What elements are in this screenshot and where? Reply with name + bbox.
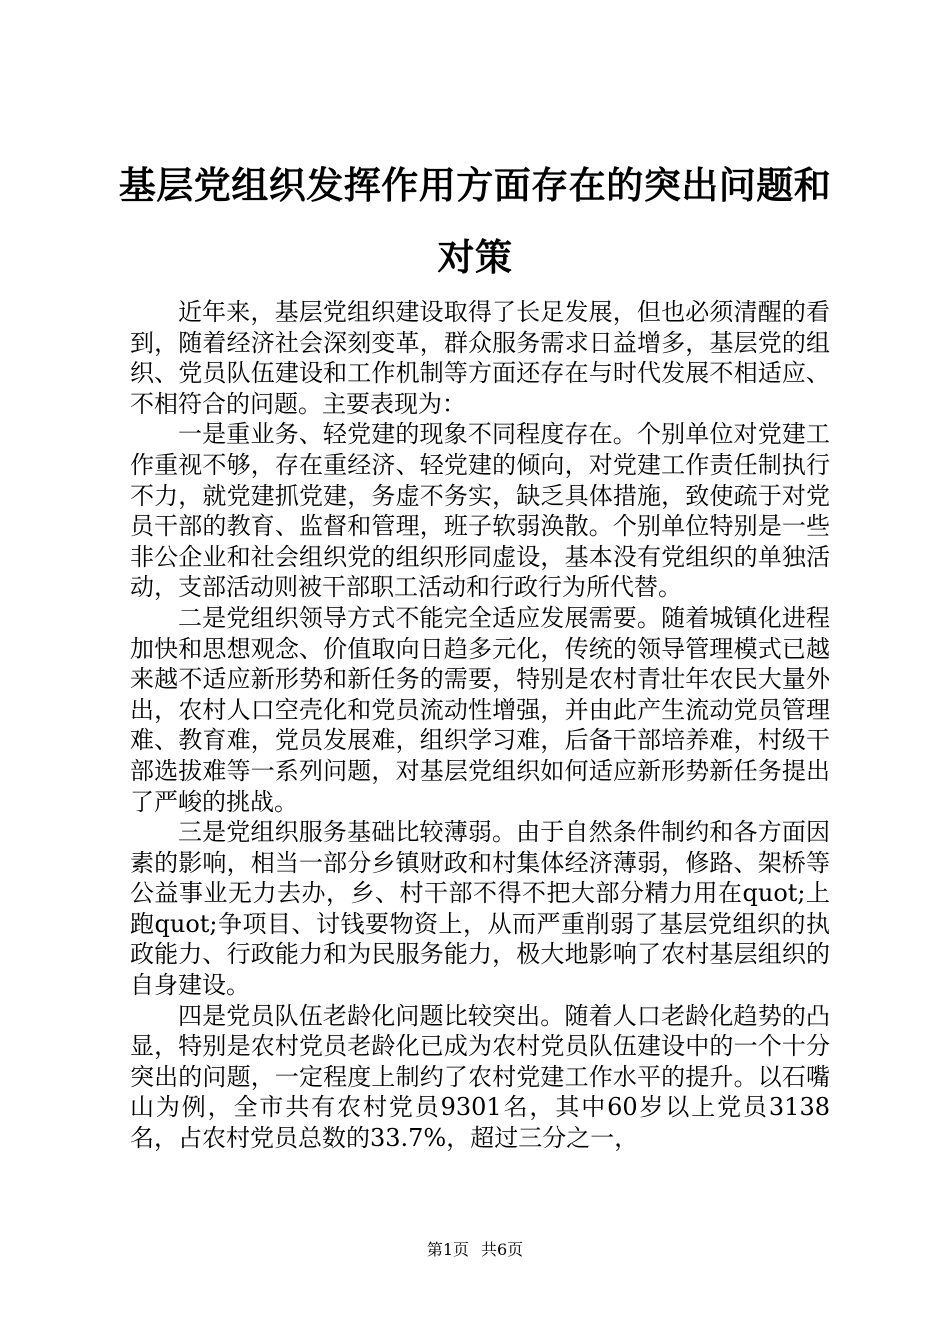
page-total: 共6页 [481,1240,524,1259]
paragraph-issue-3: 三是党组织服务基础比较薄弱。由于自然条件制约和各方面因素的影响，相当一部分乡镇财政和村集体经济薄弱，修路、架桥等公益事业无力去办，乡、村干部不得不把大部分精力用在quot;上跑quot;争项目、讨钱要物资上，从而严重削弱了基层党组织的执政能力、行政能力和为民服务能力，极大地影响了农村基层组织的自身建设。 [130,818,830,1000]
paragraph-issue-4: 四是党员队伍老龄化问题比较突出。随着人口老龄化趋势的凸显，特别是农村党员老龄化已成为农村党员队伍建设中的一个十分突出的问题，一定程度上制约了农村党建工作水平的提升。以石嘴山为例，全市共有农村党员9301名，其中60岁以上党员3138名，占农村党员总数的33.7%，超过三分之一， [130,1001,830,1153]
page-number: 第1页 [426,1240,469,1259]
paragraph-intro: 近年来，基层党组织建设取得了长足发展，但也必须清醒的看到，随着经济社会深刻变革，群众服务需求日益增多，基层党的组织、党员队伍建设和工作机制等方面还存在与时代发展不相适应、不相符合的问题。主要表现为： [130,298,830,418]
page-footer [0,1240,950,1260]
paragraph-issue-2: 二是党组织领导方式不能完全适应发展需要。随着城镇化进程加快和思想观念、价值取向日趋多元化，传统的领导管理模式已越来越不适应新形势和新任务的需要，特别是农村青壮年农民大量外出，农村人口空壳化和党员流动性增强，并由此产生流动党员管理难、教育难，党员发展难，组织学习难，后备干部培养难，村级干部选拔难等一系列问题，对基层党组织如何适应新形势新任务提出了严峻的挑战。 [130,603,830,816]
document-title: 基层党组织发挥作用方面存在的突出问题和对策 [118,164,832,279]
document-body [130,297,830,1154]
paragraph-issue-1: 一是重业务、轻党建的现象不同程度存在。个别单位对党建工作重视不够，存在重经济、轻党建的倾向，对党建工作责任制执行不力，就党建抓党建，务虚不务实，缺乏具体措施，致使疏于对党员干部的教育、监督和管理，班子软弱涣散。个别单位特别是一些非公企业和社会组织党的组织形同虚设，基本没有党组织的单独活动，支部活动则被干部职工活动和行政行为所代替。 [130,420,830,602]
